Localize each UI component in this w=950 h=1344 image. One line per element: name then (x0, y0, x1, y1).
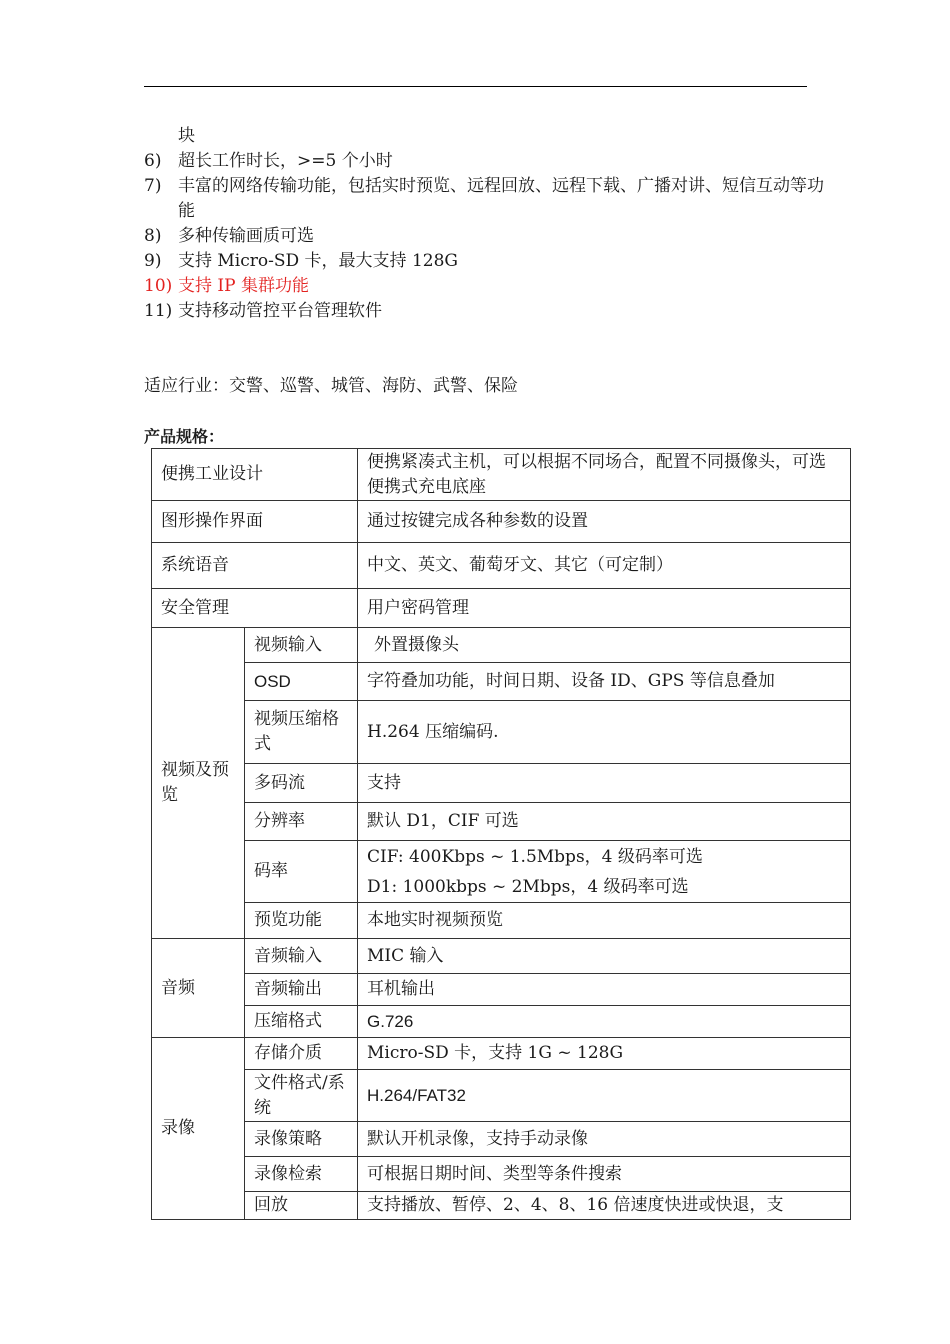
spec-label: 系统语音 (152, 543, 358, 589)
table-row (152, 701, 851, 764)
spec-sublabel: 视频输入 (245, 628, 358, 663)
table-row (152, 803, 851, 841)
table-row (152, 1038, 851, 1070)
spec-value: 默认开机录像，支持手动录像 (358, 1122, 851, 1157)
list-item-text: 超长工作时长，>=5 个小时 (178, 151, 393, 171)
spec-heading: 产品规格： (144, 427, 225, 446)
spec-value: H.264/FAT32 (358, 1070, 851, 1122)
spec-group-label: 视频及预览 (152, 628, 245, 939)
spec-value (358, 841, 851, 903)
table-row (152, 663, 851, 701)
spec-sublabel: 回放 (245, 1192, 358, 1220)
table-row (152, 903, 851, 939)
list-item-number: 7) (144, 176, 162, 196)
table-row (152, 449, 851, 501)
spec-sublabel: 音频输入 (245, 939, 358, 974)
spec-value: 耳机输出 (358, 974, 851, 1006)
list-item-text: 支持 IP 集群功能 (178, 276, 309, 296)
spec-value-text: 外置摄像头 (374, 634, 459, 655)
spec-sublabel: 文件格式/系统 (245, 1070, 358, 1122)
spec-sublabel: OSD (245, 663, 358, 701)
spec-label: 安全管理 (152, 589, 358, 628)
list-item-number: 8) (144, 226, 162, 246)
table-row (152, 1192, 851, 1220)
list-item-text: 多种传输画质可选 (178, 226, 314, 246)
list-item-number: 9) (144, 251, 162, 271)
list-item-number: 10) (144, 276, 173, 296)
spec-sublabel: 录像策略 (245, 1122, 358, 1157)
spec-sublabel: 压缩格式 (245, 1006, 358, 1038)
table-row (152, 1122, 851, 1157)
spec-value: 可根据日期时间、类型等条件搜索 (358, 1157, 851, 1192)
list-item-number: 11) (144, 301, 173, 321)
table-row (152, 1006, 851, 1038)
table-row (152, 1157, 851, 1192)
spec-sublabel: 音频输出 (245, 974, 358, 1006)
table-row (152, 501, 851, 543)
spec-value: Micro-SD 卡，支持 1G ~ 128G (358, 1038, 851, 1070)
spec-value: 中文、英文、葡萄牙文、其它（可定制） (358, 543, 851, 589)
spec-value: 支持 (358, 764, 851, 803)
table-row (152, 543, 851, 589)
spec-group-label: 录像 (152, 1038, 245, 1220)
list-item (144, 249, 824, 274)
spec-label: 便携工业设计 (152, 449, 358, 501)
table-row (152, 589, 851, 628)
spec-group-label: 音频 (152, 939, 245, 1038)
spec-value-text: 支持播放、暂停、2、4、8、16 倍速度快进或快退，支 (367, 1195, 784, 1215)
table-row (152, 939, 851, 974)
spec-value: G.726 (358, 1006, 851, 1038)
table-row (152, 841, 851, 903)
list-item-text: 丰富的网络传输功能，包括实时预览、远程回放、远程下载、广播对讲、短信互动等功能 (178, 176, 824, 221)
list-item-number: 6) (144, 151, 162, 171)
list-item-text: 块 (178, 126, 195, 146)
table-row (152, 1070, 851, 1122)
spec-sublabel: 预览功能 (245, 903, 358, 939)
bitrate-cif: CIF: 400Kbps ~ 1.5Mbps，4 级码率可选 (367, 846, 703, 867)
header-rule (144, 86, 807, 87)
list-item-text: 支持 Micro-SD 卡，最大支持 128G (178, 251, 458, 271)
table-row (152, 628, 851, 663)
spec-sublabel: 录像检索 (245, 1157, 358, 1192)
spec-value: 便携紧凑式主机，可以根据不同场合，配置不同摄像头，可选便携式充电底座 (358, 449, 851, 501)
spec-sublabel: 多码流 (245, 764, 358, 803)
spec-value: 通过按键完成各种参数的设置 (358, 501, 851, 543)
feature-list (144, 124, 824, 324)
spec-sublabel: 分辨率 (245, 803, 358, 841)
spec-value: H.264 压缩编码. (358, 701, 851, 764)
list-item-text: 支持移动管控平台管理软件 (178, 301, 382, 321)
spec-value (358, 1192, 851, 1220)
spec-sublabel: 存储介质 (245, 1038, 358, 1070)
industry-line: 适应行业：交警、巡警、城管、海防、武警、保险 (144, 376, 518, 396)
table-row (152, 974, 851, 1006)
spec-value: 默认 D1，CIF 可选 (358, 803, 851, 841)
spec-value: 用户密码管理 (358, 589, 851, 628)
spec-value: MIC 输入 (358, 939, 851, 974)
list-item (144, 124, 824, 149)
spec-table (151, 448, 851, 1220)
table-row (152, 764, 851, 803)
spec-value: 本地实时视频预览 (358, 903, 851, 939)
list-item (144, 174, 824, 224)
list-item (144, 224, 824, 249)
spec-value: 字符叠加功能，时间日期、设备 ID、GPS 等信息叠加 (358, 663, 851, 701)
list-item (144, 299, 824, 324)
spec-sublabel: 视频压缩格式 (245, 701, 358, 764)
spec-value (358, 628, 851, 663)
spec-label: 图形操作界面 (152, 501, 358, 543)
list-item (144, 149, 824, 174)
spec-sublabel: 码率 (245, 841, 358, 903)
bitrate-d1: D1: 1000kbps ~ 2Mbps，4 级码率可选 (367, 876, 689, 897)
list-item-highlighted (144, 274, 824, 299)
